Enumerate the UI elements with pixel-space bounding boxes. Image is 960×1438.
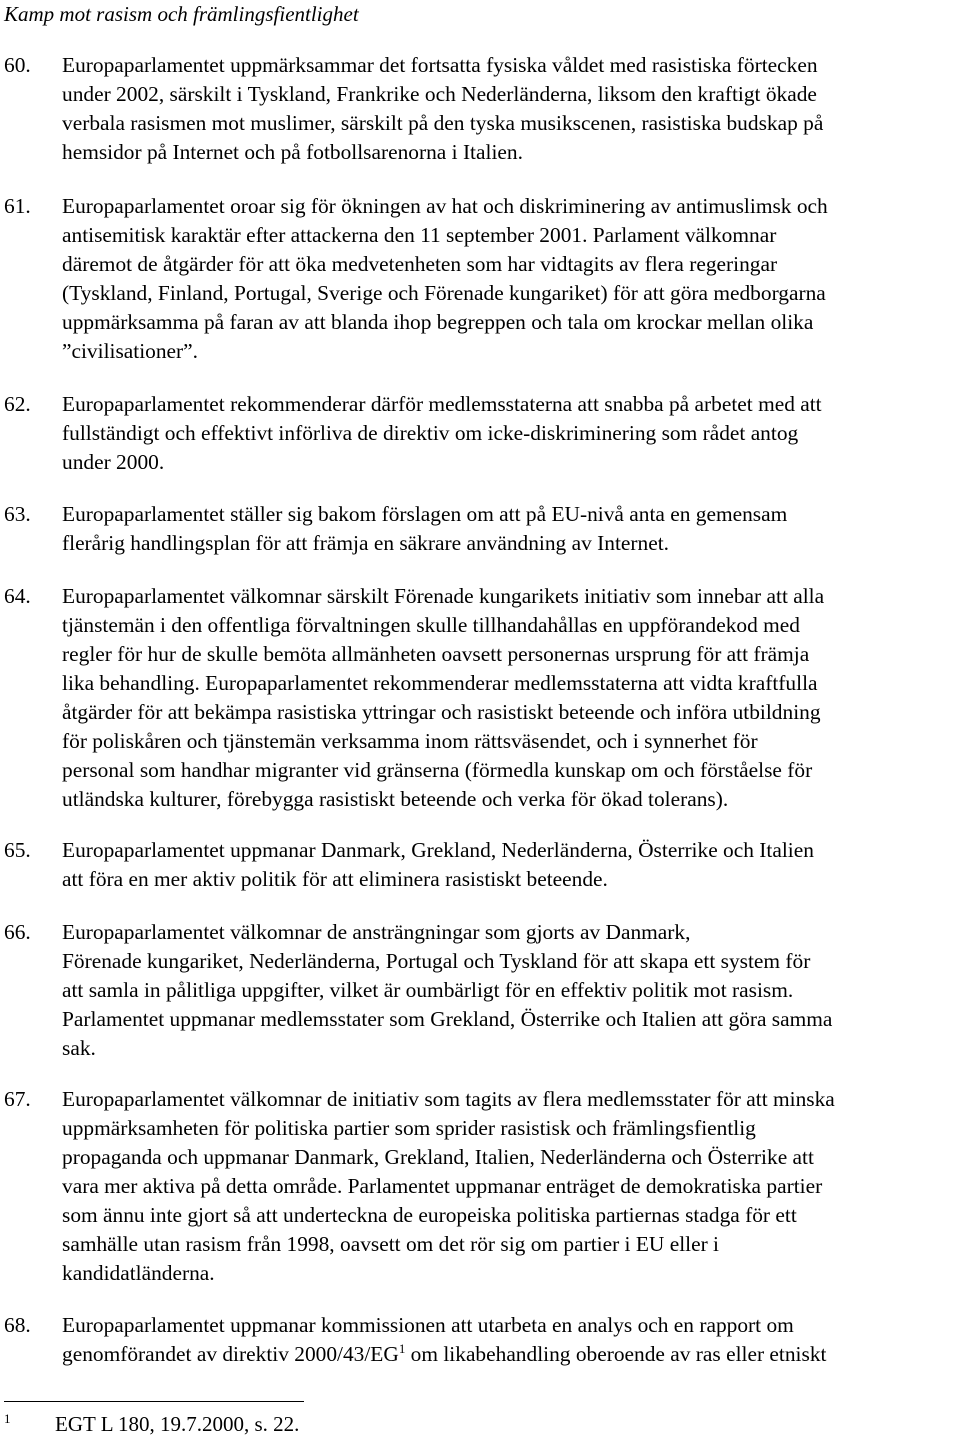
- paragraph-number: 64.: [4, 584, 31, 608]
- paragraph-text: [62, 918, 958, 1063]
- text-line: vara mer aktiva på detta område. Parlamentet uppmanar enträget de demokratiska partier: [62, 1174, 823, 1198]
- text-line: tjänstemän i den offentliga förvaltningen skulle tillhandahållas en uppförandekod med: [62, 613, 800, 637]
- footnote-reference[interactable]: 1: [398, 1341, 406, 1356]
- paragraph-number: 66.: [4, 920, 31, 944]
- paragraph-66: [0, 918, 960, 1063]
- text-line: Parlamentet uppmanar medlemsstater som Grekland, Österrike och Italien att göra samma: [62, 1007, 833, 1031]
- text-line: Europaparlamentet oroar sig för ökningen av hat och diskriminering av antimuslimsk och: [62, 194, 828, 218]
- paragraph-number: 63.: [4, 502, 31, 526]
- text-line: antisemitisk karaktär efter attackerna den 11 september 2001. Parlament välkomnar: [62, 223, 777, 247]
- paragraph-number: 68.: [4, 1313, 31, 1337]
- text-line: att samla in pålitliga uppgifter, vilket är oumbärligt för en effektiv politik mot rasism.: [62, 978, 794, 1002]
- paragraph-61: [0, 192, 960, 366]
- text-segment: genomförandet av direktiv 2000/43/EG: [62, 1342, 399, 1366]
- text-line: fullständigt och effektivt införliva de direktiv om icke-diskriminering som rådet antog: [62, 421, 799, 445]
- paragraph-text: [62, 51, 958, 167]
- paragraph-text: [62, 1311, 958, 1369]
- text-line: kandidatländerna.: [62, 1261, 215, 1285]
- paragraph-67: [0, 1085, 960, 1288]
- text-line: för poliskåren och tjänstemän verksamma inom rättsväsendet, och i synnerhet för: [62, 729, 758, 753]
- paragraph-number: 61.: [4, 194, 31, 218]
- text-line: Europaparlamentet välkomnar de ansträngningar som gjorts av Danmark,: [62, 920, 691, 944]
- text-line: regler för hur de skulle bemöta allmänheten oavsett personernas ursprung för att främja: [62, 642, 810, 666]
- text-line: som ännu inte gjort så att underteckna de europeiska politiska partiernas stadga för ett: [62, 1203, 797, 1227]
- paragraph-68: [0, 1311, 960, 1369]
- footnote-divider: [4, 1401, 304, 1402]
- text-line: flerårig handlingsplan för att främja en säkrare användning av Internet.: [62, 531, 670, 555]
- text-line: samhälle utan rasism från 1998, oavsett om det rör sig om partier i EU eller i: [62, 1232, 719, 1256]
- footnote-marker: 1: [4, 1411, 11, 1426]
- paragraph-65: [0, 836, 960, 894]
- text-line: Europaparlamentet ställer sig bakom förslagen om att på EU-nivå anta en gemensam: [62, 502, 788, 526]
- text-line: hemsidor på Internet och på fotbollsarenorna i Italien.: [62, 140, 523, 164]
- text-line: att föra en mer aktiv politik för att eliminera rasistiskt beteende.: [62, 867, 608, 891]
- text-line: Europaparlamentet välkomnar de initiativ som tagits av flera medlemsstater för att minska: [62, 1087, 835, 1111]
- paragraph-64: [0, 582, 960, 814]
- document-header: Kamp mot rasism och främlingsfientlighet: [4, 2, 359, 26]
- paragraph-number: 65.: [4, 838, 31, 862]
- paragraph-text: [62, 192, 958, 366]
- text-line: Förenade kungariket, Nederländerna, Portugal och Tyskland för att skapa ett system för: [62, 949, 811, 973]
- footnote-text: EGT L 180, 19.7.2000, s. 22.: [55, 1412, 300, 1436]
- text-line: Europaparlamentet uppmärksammar det fortsatta fysiska våldet med rasistiska förtecken: [62, 53, 818, 77]
- text-line: Europaparlamentet rekommenderar därför medlemsstaterna att snabba på arbetet med att: [62, 392, 822, 416]
- paragraph-60: [0, 51, 960, 167]
- text-line: Europaparlamentet uppmanar kommissionen att utarbeta en analys och en rapport om: [62, 1313, 794, 1337]
- text-line: under 2002, särskilt i Tyskland, Frankrike och Nederländerna, liksom den kraftigt ökade: [62, 82, 817, 106]
- text-line: Europaparlamentet uppmanar Danmark, Grekland, Nederländerna, Österrike och Italien: [62, 838, 814, 862]
- paragraph-text: [62, 500, 958, 558]
- text-line: [62, 1340, 958, 1369]
- paragraph-text: [62, 836, 958, 894]
- text-line: Europaparlamentet välkomnar särskilt Förenade kungarikets initiativ som innebar att alla: [62, 584, 825, 608]
- text-segment: om likabehandling oberoende av ras eller etniskt: [405, 1342, 827, 1366]
- text-line: åtgärder för att bekämpa rasistiska yttringar och rasistiskt beteende och införa utbildning: [62, 700, 821, 724]
- text-line: propaganda och uppmanar Danmark, Grekland, Italien, Nederländerna och Österrike att: [62, 1145, 814, 1169]
- text-line: verbala rasismen mot muslimer, särskilt på den tyska musikscenen, rasistiska budskap på: [62, 111, 824, 135]
- text-line: lika behandling. Europaparlamentet rekommenderar medlemsstaterna att vidta kraftfulla: [62, 671, 818, 695]
- text-line: personal som handhar migranter vid gränserna (förmedla kunskap om och förståelse för: [62, 758, 813, 782]
- paragraph-number: 67.: [4, 1087, 31, 1111]
- text-line: uppmärksamma på faran av att blanda ihop begreppen och tala om krockar mellan olika: [62, 310, 814, 334]
- paragraph-text: [62, 1085, 958, 1288]
- text-line: sak.: [62, 1036, 96, 1060]
- text-line: utländska kulturer, förebygga rasistiskt beteende och verka för ökad tolerans).: [62, 787, 729, 811]
- text-line: ”civilisationer”.: [62, 339, 199, 363]
- paragraph-63: [0, 500, 960, 558]
- paragraph-62: [0, 390, 960, 477]
- text-line: (Tyskland, Finland, Portugal, Sverige och Förenade kungariket) för att göra medborgarna: [62, 281, 826, 305]
- paragraph-number: 60.: [4, 53, 31, 77]
- paragraph-number: 62.: [4, 392, 31, 416]
- text-line: under 2000.: [62, 450, 165, 474]
- text-line: uppmärksamheten för politiska partier som sprider rasistisk och främlingsfientlig: [62, 1116, 756, 1140]
- paragraph-text: [62, 390, 958, 477]
- text-line: däremot de åtgärder för att öka medvetenheten som har vidtagits av flera regeringar: [62, 252, 778, 276]
- paragraph-text: [62, 582, 958, 814]
